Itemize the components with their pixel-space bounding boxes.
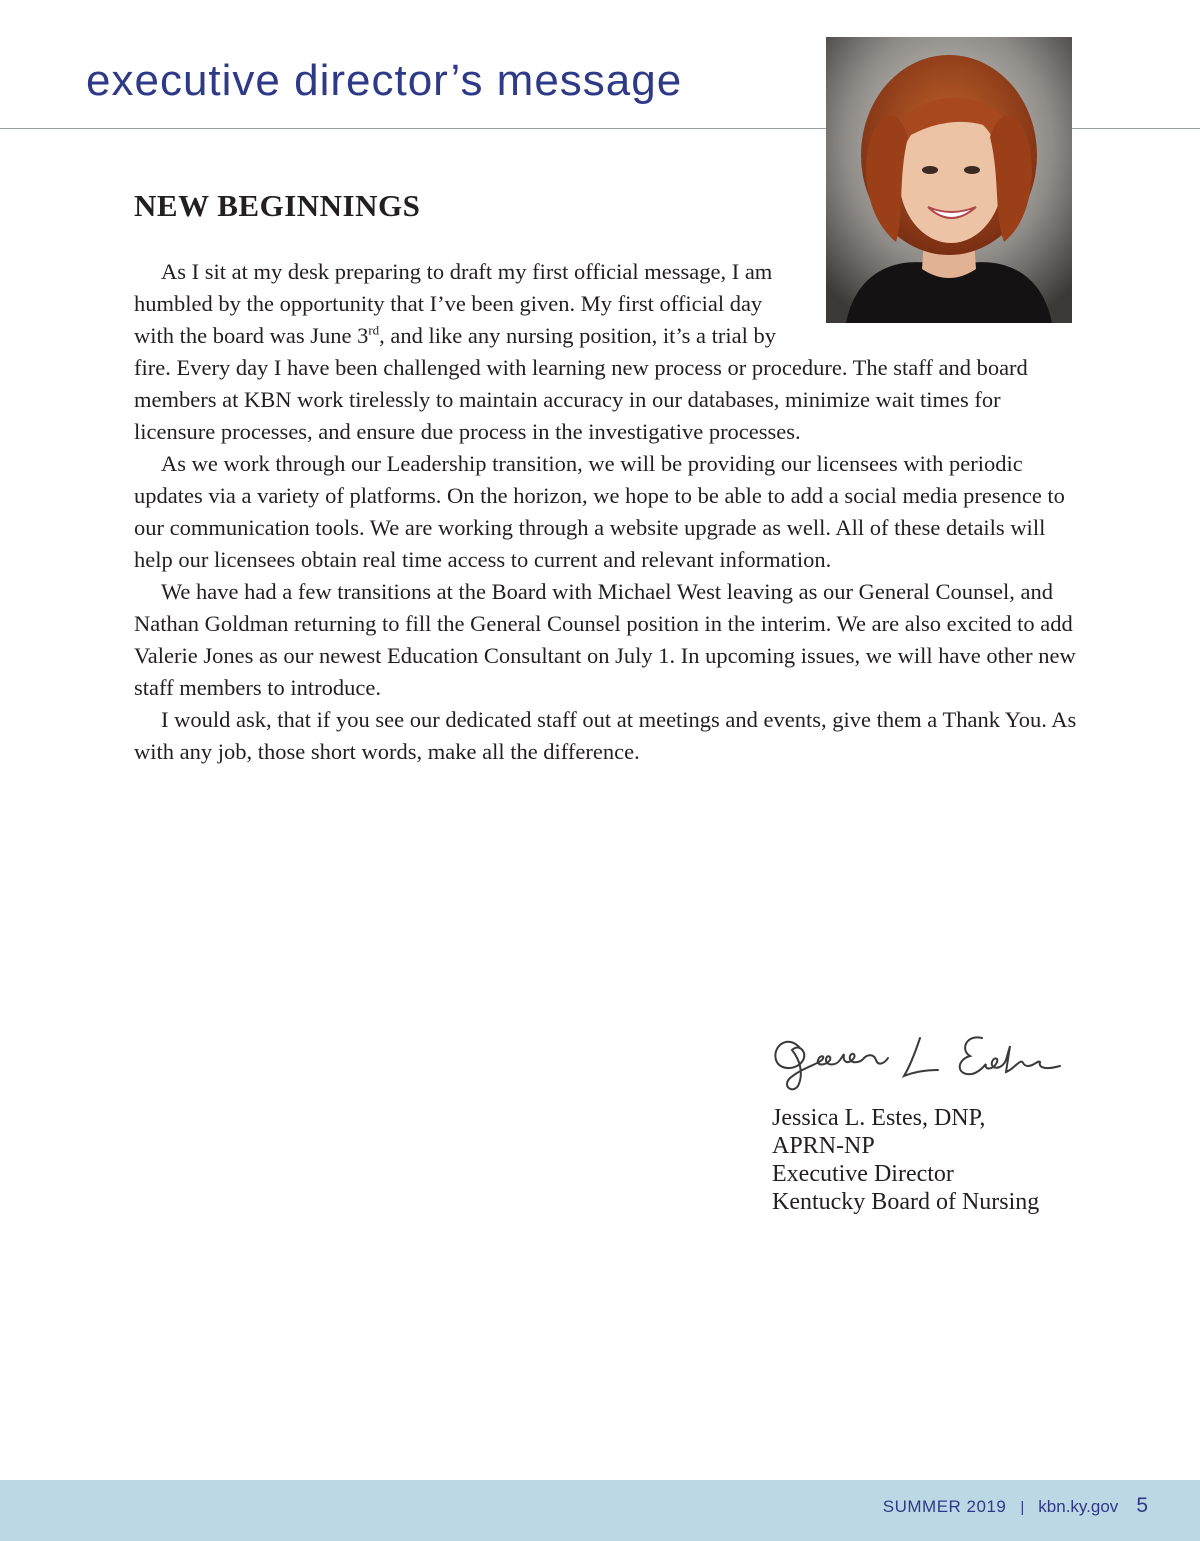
website-link[interactable]: kbn.ky.gov xyxy=(1038,1497,1119,1516)
section-title: executive director’s message xyxy=(86,56,683,105)
article-paragraph: I would ask, that if you see our dedicated staff out at meetings and events, give them a Thank You. As with any job, those short words, make all the difference. xyxy=(134,707,1077,764)
signer-name: Jessica L. Estes, DNP, xyxy=(772,1105,986,1131)
signer-credentials: APRN-NP xyxy=(772,1133,875,1159)
article-headline: NEW BEGINNINGS xyxy=(134,188,421,223)
portrait-illustration xyxy=(826,37,1072,323)
footer-text xyxy=(883,1494,1148,1518)
page-footer xyxy=(0,1480,1200,1541)
issue-label: SUMMER 2019 xyxy=(882,1497,1007,1516)
ordinal-suffix: rd xyxy=(368,322,380,338)
paragraph-text: As I sit at my desk preparing to draft my first official message, I am humbled by the opportunity that I’ve been given. My first official day with the board was June 3 xyxy=(134,259,773,348)
article-paragraph: We have had a few transitions at the Board with Michael West leaving as our General Counsel, and Nathan Goldman returning to fill the General Counsel position in the interim. We are also excited to add Valerie Jones as our newest Education Consultant on July 1. In upcoming issues, we will have other new staff members to introduce. xyxy=(134,579,1076,700)
handwritten-signature xyxy=(770,1020,1070,1100)
footer-separator: | xyxy=(1020,1499,1025,1516)
author-portrait-photo xyxy=(826,37,1072,323)
article-body xyxy=(134,256,1084,768)
signer-title: Executive Director xyxy=(772,1161,954,1187)
signature-block xyxy=(772,1104,1039,1216)
paragraph-text: , and like any nursing position, it’s a trial by fire. Every day I have been challenged with learning new process or procedure. The staff and board members at KBN work tirelessly to maintain accuracy in our databases, minimize wait times for licensure processes, and ensure due process in the investigative processes. xyxy=(134,323,1028,444)
signer-organization: Kentucky Board of Nursing xyxy=(772,1189,1040,1215)
page-number: 5 xyxy=(1136,1494,1148,1517)
article-paragraph: As we work through our Leadership transition, we will be providing our licensees with periodic updates via a variety of platforms. On the horizon, we hope to be able to add a social media presence to our communication tools. We are working through a website upgrade as well. All of these details will help our licensees obtain real time access to current and relevant information. xyxy=(134,451,1065,572)
